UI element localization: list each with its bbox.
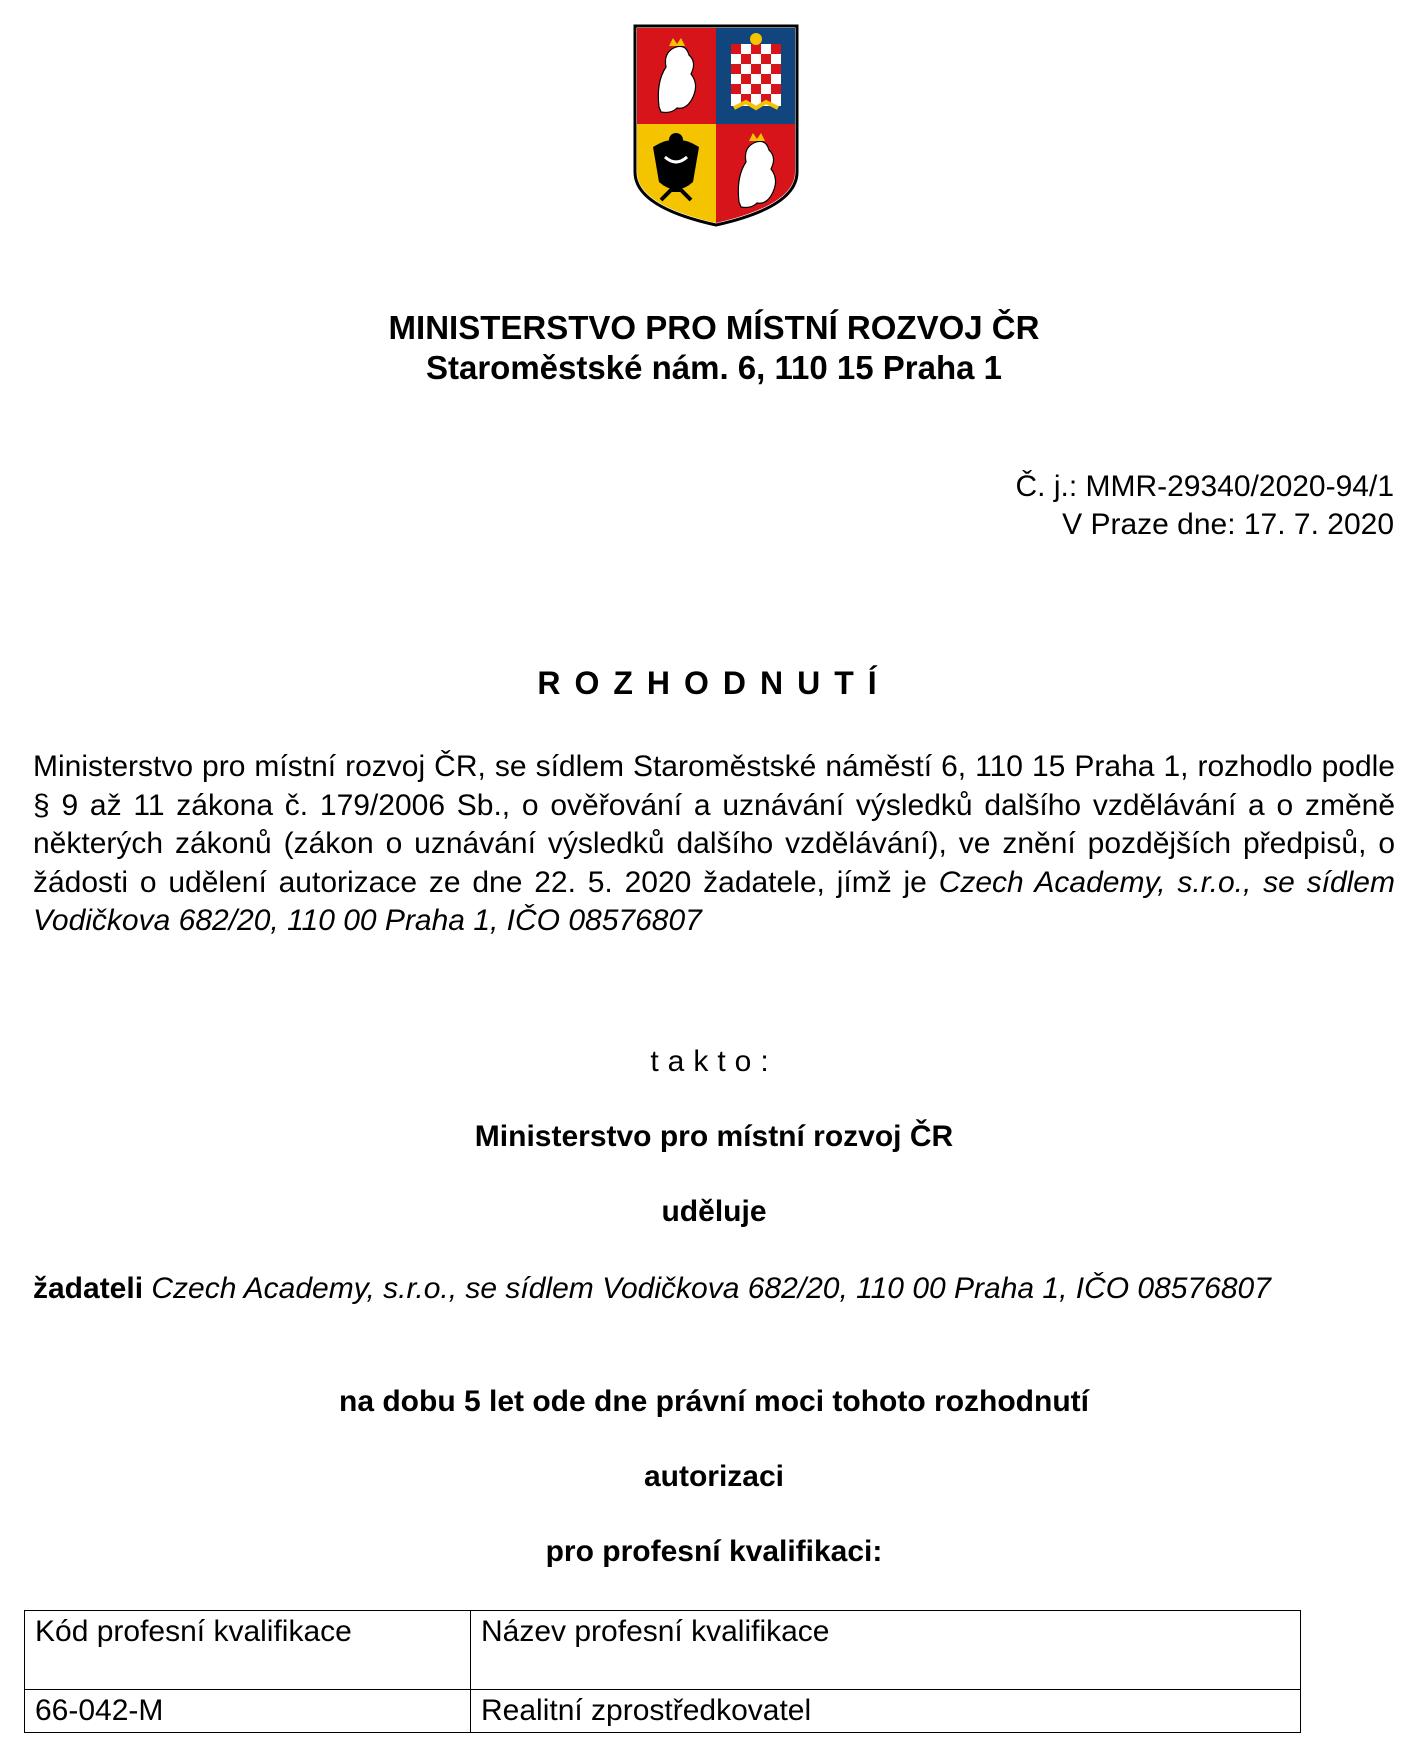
applicant-label: žadateli [33,1272,144,1305]
applicant-details: Czech Academy, s.r.o., se sídlem Vodičkova 682/20, 110 00 Praha 1, IČO 08576807 [151,1272,1271,1305]
ministry-address: Staroměstské nám. 6, 110 15 Praha 1 [425,349,1003,386]
table-header-row [25,1611,1301,1690]
ministry-name: MINISTERSTVO PRO MÍSTNÍ ROZVOJ ČR [388,309,1040,346]
ministry-statement: Ministerstvo pro místní rozvoj ČR [474,1120,954,1153]
czech-coat-of-arms-icon [631,22,801,227]
applicant-paragraph [33,1270,1395,1309]
qualification-name: Realitní zprostředkovatel [471,1690,1301,1733]
qualification-label: pro profesní kvalifikaci: [545,1535,883,1568]
table-header-cell: Název profesní kvalifikace [471,1611,1301,1690]
qualification-code: 66-042-M [25,1690,471,1733]
intro-paragraph [33,748,1395,941]
authorization-label: autorizaci [643,1460,785,1493]
qualification-table [24,1610,1301,1733]
table-row [25,1690,1301,1733]
decision-date: V Praze dne: 17. 7. 2020 [1062,508,1394,541]
document-title: ROZHODNUTÍ [537,665,891,701]
reference-number: Č. j.: MMR-29340/2020-94/1 [1015,470,1394,503]
table-header-cell: Kód profesní kvalifikace [25,1611,471,1690]
ministry-header [0,308,1428,388]
duration-statement: na dobu 5 let ode dne právní moci tohoto rozhodnutí [339,1385,1089,1418]
intro-applicant: Czech Academy, s.r.o., se sídlem Vodičkova 682/20, 110 00 Praha 1, IČO 08576807 [33,865,1395,937]
takto-label: takto: [650,1045,778,1078]
intro-text: Ministerstvo pro místní rozvoj ČR, se sídlem Staroměstské náměstí 6, 110 15 Praha 1, rozhodlo podle § 9 až 11 zákona č. 179/2006 Sb., o ověřování a uznávání výsledků dalšího vzdělávání a o změně některých zákonů (zákon o uznávání výsledků dalšího vzdělávání), ve znění pozdějších předpisů, o žádosti o udělení autorizace ze dne 22. 5. 2020 žadatele, jímž je [33,750,1395,899]
reference-block [1015,468,1394,544]
grants-label: uděluje [661,1195,767,1228]
